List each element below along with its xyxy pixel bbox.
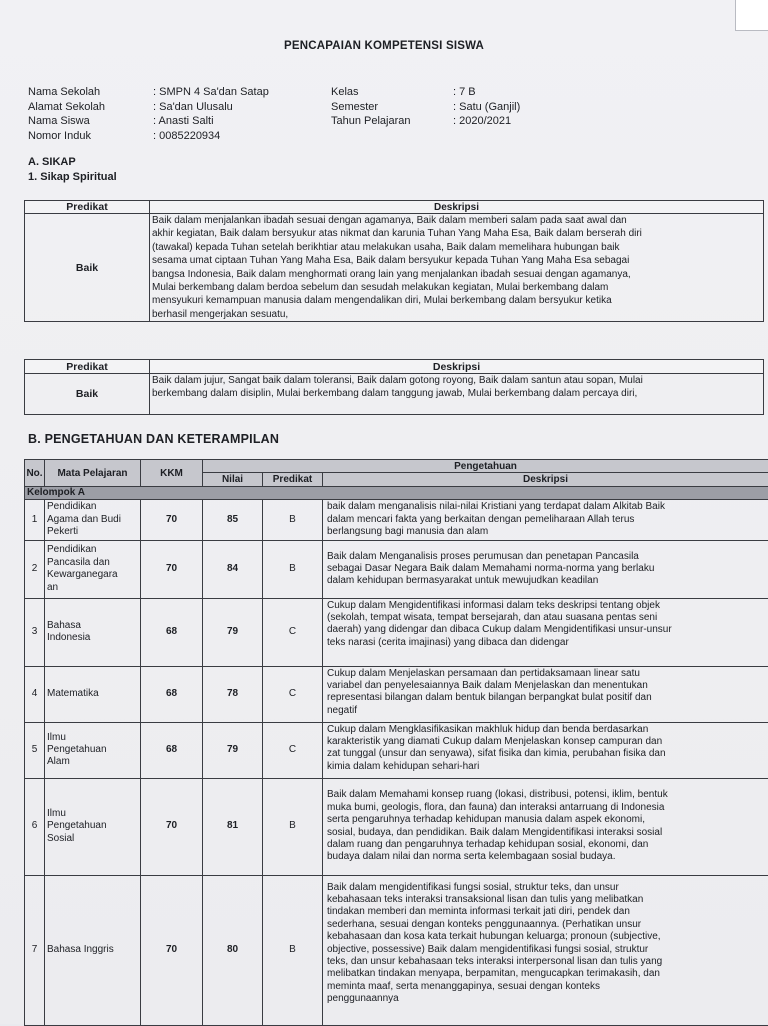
desc-line: muka bumi, geologis, flora, dan fauna) dan interaksi antarruang di Indonesia: [327, 802, 764, 814]
info-value: : 7 B: [453, 85, 476, 100]
mapel-line: Pancasila dan: [47, 557, 138, 569]
row-predikat: B: [263, 875, 323, 1025]
mapel-line: Kewarganegara: [47, 569, 138, 581]
mapel-line: Ilmu: [47, 732, 138, 744]
desc-line: teks narasi (cerita imajinasi) yang dibaca dan didengar: [327, 637, 764, 649]
row-nilai: 79: [203, 722, 263, 778]
column-header-predikat: Predikat: [263, 473, 323, 487]
desc-line: sederhana, sesuai dengan konteks penggunaannya. (Perhatikan unsur: [327, 919, 764, 931]
info-label: Alamat Sekolah: [28, 100, 153, 115]
info-label: Nomor Induk: [28, 129, 153, 144]
desc-line: Cukup dalam Mengidentifikasi informasi dalam teks deskripsi tentang objek: [327, 600, 764, 612]
row-deskripsi: [323, 875, 768, 1025]
desc-line: sesama umat ciptaan Tuhan Yang Maha Esa, Baik dalam bersyukur kepada Tuhan Yang Maha Esa sebagai: [152, 254, 761, 267]
mapel-line: Pekerti: [47, 526, 138, 538]
info-value: : Sa'dan Ulusalu: [153, 100, 233, 115]
spiritual-attitude-table: [24, 200, 764, 322]
desc-line: negatif: [327, 705, 764, 717]
row-predikat: B: [263, 540, 323, 598]
section-b-heading: B. PENGETAHUAN DAN KETERAMPILAN: [28, 432, 279, 446]
section-a-heading: A. SIKAP: [28, 156, 76, 168]
group-label: Kelompok A: [25, 487, 768, 500]
desc-line: Baik dalam Memahami konsep ruang (lokasi, distribusi, potensi, iklim, bentuk: [327, 789, 764, 801]
row-nilai: 78: [203, 666, 263, 722]
mapel-line: Sosial: [47, 833, 138, 845]
desc-line: objective, possessive) Baik dalam mengidentifikasi fungsi sosial, struktur: [327, 944, 764, 956]
desc-line: karakteristik yang diamati Cukup dalam Menjelaskan konsep campuran dan: [327, 736, 764, 748]
mapel-line: Pendidikan: [47, 501, 138, 513]
desc-line: kimia dalam kehidupan sehari-hari: [327, 761, 764, 773]
desc-line: budaya dalam nilai dan norma serta kelembagaan sosial budaya.: [327, 851, 764, 863]
deskripsi-cell: [150, 214, 764, 322]
column-header-nilai: Nilai: [203, 473, 263, 487]
row-no: 7: [25, 875, 45, 1025]
row-mapel: [45, 500, 141, 540]
mapel-line: Bahasa Inggris: [47, 944, 138, 956]
column-header-no: No.: [25, 460, 45, 487]
row-mapel: [45, 722, 141, 778]
mapel-line: Alam: [47, 756, 138, 768]
desc-line: akhir kegiatan, Baik dalam bersyukur atas nikmat dan karunia Tuhan Yang Maha Esa, Baik dalam berserah diri: [152, 227, 761, 240]
row-kkm: 70: [141, 540, 203, 598]
mapel-line: Pengetahuan: [47, 744, 138, 756]
column-header-predikat: Predikat: [25, 360, 150, 374]
row-no: 4: [25, 666, 45, 722]
table-row: [25, 500, 768, 540]
desc-line: tindakan memberi dan meminta informasi terkait jati diri, pendek dan: [327, 906, 764, 918]
row-mapel: [45, 540, 141, 598]
info-value: : Satu (Ganjil): [453, 100, 520, 115]
desc-line: penggunaannya: [327, 993, 764, 1005]
desc-line: kebahasaan teks interaksi transaksional lisan dan tulis yang melibatkan: [327, 894, 764, 906]
table-row: [25, 778, 768, 875]
desc-line: bangsa Indonesia, Baik dalam menghormati orang lain yang menjalankan ibadah sesuai dengan agamanya,: [152, 268, 761, 281]
info-value: : 2020/2021: [453, 114, 511, 129]
desc-line: baik dalam menganalisis nilai-nilai Kristiani yang terdapat dalam Alkitab Baik: [327, 501, 764, 513]
desc-line: sosial, budaya, dan pendidikan. Baik dalam Mengidentifikasi interaksi sosial: [327, 827, 764, 839]
mapel-line: Matematika: [47, 688, 138, 700]
row-kkm: 68: [141, 722, 203, 778]
desc-line: berlangsung bagi manusia dan alam: [327, 526, 764, 538]
table-row: [25, 875, 768, 1025]
info-label: Tahun Pelajaran: [331, 114, 453, 129]
desc-line: melibatkan tindakan menyapa, berpamitan, mengucapkan terimakasih, dan: [327, 968, 764, 980]
info-label: Kelas: [331, 85, 453, 100]
desc-line: sebagai Dasar Negara Baik dalam Memahami norma-norma yang berlaku: [327, 563, 764, 575]
desc-line: representasi bilangan dalam bentuk bilangan berpangkat bulat positif dan: [327, 692, 764, 704]
info-value: : Anasti Salti: [153, 114, 214, 129]
row-deskripsi: [323, 540, 768, 598]
mapel-line: Ilmu: [47, 808, 138, 820]
desc-line: (tawakal) kepada Tuhan setelah berikhtiar atau melakukan usaha, Baik dalam memelihara hubungan baik: [152, 241, 761, 254]
info-label: Nama Sekolah: [28, 85, 153, 100]
desc-line: (sekolah, tempat wisata, tempat bersejarah, dan atau suasana pentas seni: [327, 612, 764, 624]
desc-line: Mulai berkembang dalam berdoa sebelum dan sesudah melakukan kegiatan, Mulai berkembang dalam: [152, 281, 761, 294]
student-info-left: [28, 85, 269, 143]
row-mapel: [45, 666, 141, 722]
desc-line: Cukup dalam Menjelaskan persamaan dan pertidaksamaan linear satu: [327, 668, 764, 680]
row-no: 3: [25, 598, 45, 666]
row-kkm: 70: [141, 500, 203, 540]
row-nilai: 80: [203, 875, 263, 1025]
desc-line: daerah) yang didengar dan dibaca Cukup dalam Mengidentifikasi unsur-unsur: [327, 624, 764, 636]
row-nilai: 81: [203, 778, 263, 875]
row-no: 5: [25, 722, 45, 778]
row-deskripsi: [323, 778, 768, 875]
student-info-right: [331, 85, 520, 129]
desc-line: variabel dan penyelesaiannya Baik dalam Menjelaskan dan menentukan: [327, 680, 764, 692]
table-row: [25, 598, 768, 666]
desc-line: kebahasaan dan kosa kata terkait hubungan keluarga; pronoun (subjective,: [327, 931, 764, 943]
info-value: : 0085220934: [153, 129, 220, 144]
row-predikat: B: [263, 500, 323, 540]
info-label: Nama Siswa: [28, 114, 153, 129]
deskripsi-cell: [150, 374, 764, 415]
row-kkm: 70: [141, 778, 203, 875]
row-kkm: 70: [141, 875, 203, 1025]
row-mapel: [45, 778, 141, 875]
row-deskripsi: [323, 500, 768, 540]
mapel-line: Indonesia: [47, 632, 138, 644]
column-header-deskripsi: Deskripsi: [323, 473, 768, 487]
desc-line: teks, dan unsur kebahasaan teks interaksi interpersonal lisan dan tulis yang: [327, 956, 764, 968]
desc-line: berkembang dalam disiplin, Mulai berkembang dalam tanggung jawab, Mulai berkembang dalam percaya diri,: [152, 387, 761, 400]
desc-line: Baik dalam menjalankan ibadah sesuai dengan agamanya, Baik dalam memberi salam pada saat awal dan: [152, 214, 761, 227]
mapel-line: Pendidikan: [47, 544, 138, 556]
paper-corner: [735, 0, 768, 31]
desc-line: dalam mencari fakta yang berkaitan dengan pemeliharaan Allah terus: [327, 514, 764, 526]
row-predikat: C: [263, 666, 323, 722]
predikat-cell: Baik: [25, 214, 150, 322]
row-nilai: 85: [203, 500, 263, 540]
social-attitude-table: [24, 359, 764, 415]
column-header-deskripsi: Deskripsi: [150, 360, 764, 374]
desc-line: zat tunggal (unsur dan senyawa), sifat fisika dan kimia, perubahan fisika dan: [327, 748, 764, 760]
column-header-mapel: Mata Pelajaran: [45, 460, 141, 487]
row-nilai: 79: [203, 598, 263, 666]
mapel-line: an: [47, 582, 138, 594]
table-row: [25, 722, 768, 778]
desc-line: dalam kehidupan bermasyarakat untuk mewujudkan keadilan: [327, 575, 764, 587]
desc-line: berhasil mengerjakan sesuatu,: [152, 308, 761, 321]
column-header-predikat: Predikat: [25, 201, 150, 214]
page-title: PENCAPAIAN KOMPETENSI SISWA: [0, 40, 768, 52]
row-kkm: 68: [141, 598, 203, 666]
row-mapel: [45, 875, 141, 1025]
desc-line: dalam ruang dan pengaruhnya terhadap kehidupan sosial, ekonomi, dan: [327, 839, 764, 851]
section-a1-subheading: 1. Sikap Spiritual: [28, 171, 117, 183]
desc-line: mensyukuri kemampuan manusia dalam mengendalikan diri, Mulai berkembang dalam bersyukur ketika: [152, 294, 761, 307]
info-value: : SMPN 4 Sa'dan Satap: [153, 85, 269, 100]
row-deskripsi: [323, 598, 768, 666]
desc-line: serta pengaruhnya terhadap kehidupan manusia dalam aspek ekonomi,: [327, 814, 764, 826]
row-no: 2: [25, 540, 45, 598]
row-nilai: 84: [203, 540, 263, 598]
column-header-kkm: KKM: [141, 460, 203, 487]
row-predikat: B: [263, 778, 323, 875]
desc-line: Baik dalam mengidentifikasi fungsi sosial, struktur teks, dan unsur: [327, 882, 764, 894]
row-mapel: [45, 598, 141, 666]
row-predikat: C: [263, 598, 323, 666]
desc-line: Baik dalam Menganalisis proses perumusan dan penetapan Pancasila: [327, 551, 764, 563]
row-no: 6: [25, 778, 45, 875]
row-kkm: 68: [141, 666, 203, 722]
table-row: [25, 540, 768, 598]
predikat-cell: Baik: [25, 374, 150, 415]
row-no: 1: [25, 500, 45, 540]
desc-line: Cukup dalam Mengklasifikasikan makhluk hidup dan benda berdasarkan: [327, 724, 764, 736]
column-header-pengetahuan: Pengetahuan: [203, 460, 768, 473]
knowledge-table: [24, 459, 768, 1026]
mapel-line: Bahasa: [47, 620, 138, 632]
desc-line: Baik dalam jujur, Sangat baik dalam toleransi, Baik dalam gotong royong, Baik dalam santun atau sopan, Mulai: [152, 374, 761, 387]
row-deskripsi: [323, 722, 768, 778]
mapel-line: Pengetahuan: [47, 820, 138, 832]
row-deskripsi: [323, 666, 768, 722]
column-header-deskripsi: Deskripsi: [150, 201, 764, 214]
table-row: [25, 666, 768, 722]
info-label: Semester: [331, 100, 453, 115]
row-predikat: C: [263, 722, 323, 778]
desc-line: meminta maaf, serta menanggapinya, sesuai dengan konteks: [327, 981, 764, 993]
mapel-line: Agama dan Budi: [47, 514, 138, 526]
